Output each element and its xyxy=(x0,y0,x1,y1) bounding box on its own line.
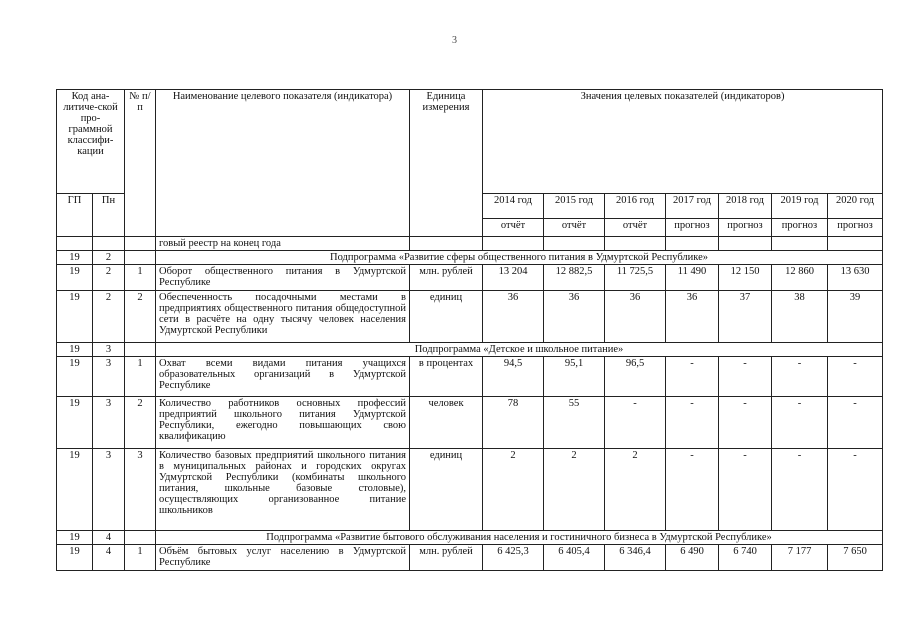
value-cell: 6 425,3 xyxy=(483,545,544,571)
value-cell: - xyxy=(719,357,772,397)
continuation-row xyxy=(57,237,883,251)
year-header: 2019 год xyxy=(772,194,828,219)
pn-code: 2 xyxy=(93,251,125,265)
value-cell: 13 204 xyxy=(483,265,544,291)
value-cell: 39 xyxy=(828,291,883,343)
subprogram-row xyxy=(57,531,883,545)
value-cell: - xyxy=(828,397,883,449)
year-header: 2020 год xyxy=(828,194,883,219)
value-cell: - xyxy=(772,397,828,449)
value-cell: 6 346,4 xyxy=(605,545,666,571)
value-cell: - xyxy=(719,397,772,449)
gp-code: 19 xyxy=(57,545,93,571)
name-header: Наименование целевого показателя (индикатора) xyxy=(156,90,410,237)
value-cell: 12 150 xyxy=(719,265,772,291)
value-cell: - xyxy=(719,449,772,531)
value-cell: 55 xyxy=(544,397,605,449)
value-cell: 6 490 xyxy=(666,545,719,571)
pn-code: 4 xyxy=(93,531,125,545)
status-header: прогноз xyxy=(719,219,772,237)
indicator-unit: человек xyxy=(410,397,483,449)
value-cell: - xyxy=(666,397,719,449)
value-cell: 7 177 xyxy=(772,545,828,571)
gp-code: 19 xyxy=(57,357,93,397)
indicator-name: говый реестр на конец года xyxy=(156,237,410,251)
status-header: прогноз xyxy=(828,219,883,237)
indicator-row xyxy=(57,357,883,397)
num-header: № п/п xyxy=(125,90,156,237)
value-cell: - xyxy=(828,449,883,531)
subprogram-title: Подпрограмма «Развитие бытового обслуживания населения и гостиничного бизнеса в Удмуртской Республике» xyxy=(156,531,883,545)
value-cell: 36 xyxy=(544,291,605,343)
year-header: 2017 год xyxy=(666,194,719,219)
value-cell: 78 xyxy=(483,397,544,449)
indicator-row xyxy=(57,449,883,531)
indicator-name: Оборот общественного питания в Удмуртской Республике xyxy=(156,265,410,291)
row-number: 1 xyxy=(125,545,156,571)
status-header: прогноз xyxy=(666,219,719,237)
gp-code: 19 xyxy=(57,265,93,291)
value-cell: 6 740 xyxy=(719,545,772,571)
gp-code: 19 xyxy=(57,343,93,357)
subprogram-row xyxy=(57,251,883,265)
pn-code: 3 xyxy=(93,357,125,397)
year-header: 2014 год xyxy=(483,194,544,219)
gp-code: 19 xyxy=(57,251,93,265)
value-cell: - xyxy=(828,357,883,397)
row-number: 1 xyxy=(125,357,156,397)
row-number: 3 xyxy=(125,449,156,531)
value-cell: 36 xyxy=(605,291,666,343)
subprogram-title: Подпрограмма «Развитие сферы общественного питания в Удмуртской Республике» xyxy=(156,251,883,265)
row-number: 2 xyxy=(125,291,156,343)
status-header: отчёт xyxy=(483,219,544,237)
value-cell: 38 xyxy=(772,291,828,343)
value-cell: 12 860 xyxy=(772,265,828,291)
year-header: 2016 год xyxy=(605,194,666,219)
value-cell: 2 xyxy=(483,449,544,531)
indicator-name: Обеспеченность посадочными местами в предприятиях общественного питания общедоступной сети в расчёте на одну тысячу человек населения Удмуртской Республики xyxy=(156,291,410,343)
value-cell: - xyxy=(666,357,719,397)
value-cell: 37 xyxy=(719,291,772,343)
year-header: 2018 год xyxy=(719,194,772,219)
indicator-name: Охват всеми видами питания учащихся образовательных организаций в Удмуртской Республике xyxy=(156,357,410,397)
indicator-row xyxy=(57,545,883,571)
indicator-name: Количество базовых предприятий школьного питания в муниципальных районах и городских округах Удмуртской Республики (комбинаты школьного питания, школьные базовые столовые), осуществляющих организованное питание школьников xyxy=(156,449,410,531)
gp-header: ГП xyxy=(57,194,93,237)
unit-header: Единица измерения xyxy=(410,90,483,237)
indicator-unit: млн. рублей xyxy=(410,265,483,291)
value-cell: 36 xyxy=(666,291,719,343)
row-number: 1 xyxy=(125,265,156,291)
value-cell: - xyxy=(772,449,828,531)
page-number: 3 xyxy=(452,35,457,46)
gp-code: 19 xyxy=(57,397,93,449)
code-header: Код ана-литиче-ской про-граммной классифи-кации xyxy=(57,90,125,194)
value-cell: - xyxy=(666,449,719,531)
indicator-name: Объём бытовых услуг населению в Удмуртской Республике xyxy=(156,545,410,571)
row-number: 2 xyxy=(125,397,156,449)
value-cell: - xyxy=(605,397,666,449)
indicator-row xyxy=(57,397,883,449)
pn-code: 2 xyxy=(93,265,125,291)
pn-code: 4 xyxy=(93,545,125,571)
indicator-name: Количество работников основных профессий предприятий школьного питания Удмуртской Республики, ежегодно повышающих свою квалификацию xyxy=(156,397,410,449)
value-cell: - xyxy=(772,357,828,397)
gp-code: 19 xyxy=(57,531,93,545)
status-header: отчёт xyxy=(544,219,605,237)
pn-code: 2 xyxy=(93,291,125,343)
values-header: Значения целевых показателей (индикаторов) xyxy=(483,90,883,194)
subprogram-title: Подпрограмма «Детское и школьное питание» xyxy=(156,343,883,357)
indicator-unit: единиц xyxy=(410,291,483,343)
indicator-unit: в процентах xyxy=(410,357,483,397)
indicator-unit: млн. рублей xyxy=(410,545,483,571)
indicator-unit: единиц xyxy=(410,449,483,531)
status-header: отчёт xyxy=(605,219,666,237)
value-cell: 36 xyxy=(483,291,544,343)
year-header: 2015 год xyxy=(544,194,605,219)
value-cell: 94,5 xyxy=(483,357,544,397)
gp-code: 19 xyxy=(57,449,93,531)
indicators-table xyxy=(56,89,883,571)
value-cell: 96,5 xyxy=(605,357,666,397)
pn-header: Пн xyxy=(93,194,125,237)
pn-code: 3 xyxy=(93,449,125,531)
subprogram-row xyxy=(57,343,883,357)
value-cell: 6 405,4 xyxy=(544,545,605,571)
gp-code: 19 xyxy=(57,291,93,343)
pn-code: 3 xyxy=(93,397,125,449)
value-cell: 11 725,5 xyxy=(605,265,666,291)
status-header: прогноз xyxy=(772,219,828,237)
value-cell: 12 882,5 xyxy=(544,265,605,291)
value-cell: 95,1 xyxy=(544,357,605,397)
value-cell: 2 xyxy=(544,449,605,531)
value-cell: 11 490 xyxy=(666,265,719,291)
indicator-row xyxy=(57,291,883,343)
indicator-row xyxy=(57,265,883,291)
value-cell: 2 xyxy=(605,449,666,531)
value-cell: 13 630 xyxy=(828,265,883,291)
value-cell: 7 650 xyxy=(828,545,883,571)
pn-code: 3 xyxy=(93,343,125,357)
